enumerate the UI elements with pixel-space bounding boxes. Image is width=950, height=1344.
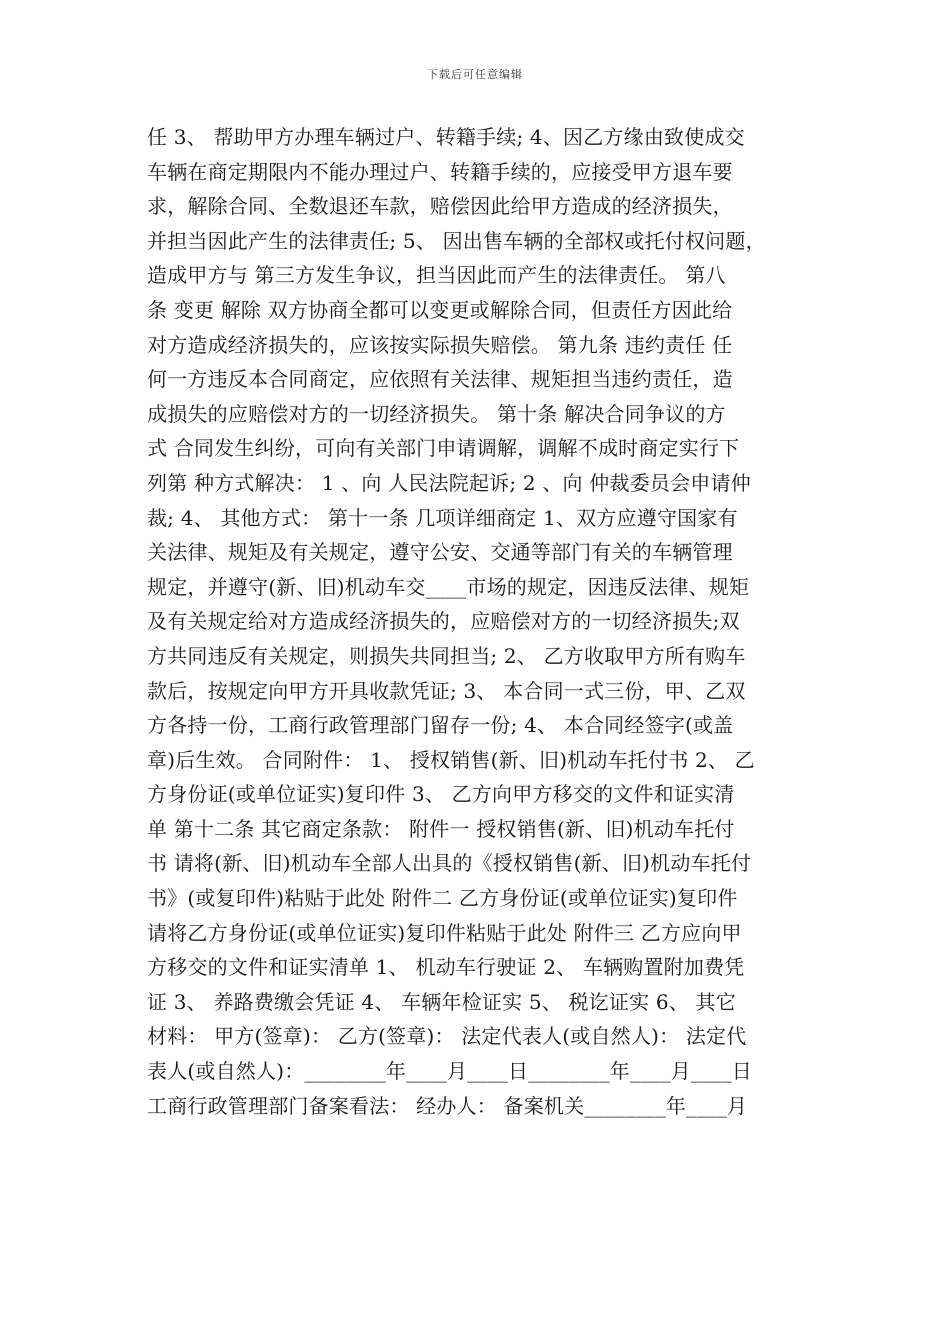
- text-line: 方移交的文件和证实清单 1、 机动车行驶证 2、 车辆购置附加费凭: [147, 955, 745, 980]
- text-line: 材料： 甲方(签章)： 乙方(签章)： 法定代表人(或自然人)： 法定代: [147, 1024, 747, 1049]
- text-line: 及有关规定给对方造成经济损失的，应赔偿对方的一切经济损失;双: [147, 609, 740, 634]
- text-line: 规定，并遵守(新、旧)机动车交____市场的规定，因违反法律、规矩: [147, 574, 750, 599]
- text-line: 造成甲方与 第三方发生争议，担当因此而产生的法律责任。 第八: [147, 263, 726, 288]
- text-line: 何一方违反本合同商定，应依照有关法律、规矩担当违约责任，造: [147, 367, 733, 392]
- text-line: 表人(或自然人)：________年____月____日________年____月____日: [147, 1059, 753, 1084]
- text-line: 方各持一份，工商行政管理部门留存一份; 4、 本合同经签字(或盖: [147, 713, 734, 738]
- text-line: 裁; 4、 其他方式： 第十一条 几项详细商定 1、双方应遵守国家有: [147, 505, 738, 530]
- text-line: 对方造成经济损失的，应该按实际损失赔偿。 第九条 违约责任 任: [147, 332, 733, 357]
- text-line: 关法律、规矩及有关规定，遵守公安、交通等部门有关的车辆管理: [147, 540, 733, 565]
- text-line: 方共同违反有关规定，则损失共同担当; 2、 乙方收取甲方所有购车: [147, 643, 746, 668]
- text-line: 式 合同发生纠纷，可向有关部门申请调解，调解不成时商定实行下: [147, 436, 740, 461]
- text-line: 任 3、 帮助甲方办理车辆过户、转籍手续; 4、因乙方缘由致使成交: [147, 125, 745, 149]
- text-line: 列第 种方式解决： 1 、向 人民法院起诉; 2 、向 仲裁委员会申请仲: [147, 470, 751, 495]
- text-line: 款后，按规定向甲方开具收款凭证; 3、 本合同一式三份，甲、乙双: [147, 678, 746, 703]
- text-line: 请将乙方身份证(或单位证实)复印件粘贴于此处 附件三 乙方应向甲: [147, 920, 742, 945]
- text-line: 证 3、 养路费缴会凭证 4、 车辆年检证实 5、 税讫证实 6、 其它: [147, 989, 736, 1014]
- text-line: 求，解除合同、全数退还车款，赔偿因此给甲方造成的经济损失，: [147, 194, 733, 219]
- text-line: 并担当因此产生的法律责任; 5、 因出售车辆的全部权或托付权问题，: [147, 228, 766, 253]
- text-line: 车辆在商定期限内不能办理过户、转籍手续的，应接受甲方退车要: [147, 159, 733, 184]
- text-line: 单 第十二条 其它商定条款： 附件一 授权销售(新、旧)机动车托付: [147, 816, 735, 841]
- contract-body: [147, 120, 827, 1123]
- text-line: 书》(或复印件)粘贴于此处 附件二 乙方身份证(或单位证实)复印件: [147, 886, 738, 911]
- text-line: 条 变更 解除 双方协商全都可以变更或解除合同，但责任方因此给: [147, 297, 733, 322]
- text-line: 方身份证(或单位证实)复印件 3、 乙方向甲方移交的文件和证实清: [147, 782, 735, 807]
- page-header-note: 下载后可任意编辑: [427, 68, 523, 81]
- text-line: 工商行政管理部门备案看法： 经办人： 备案机关________年____月: [147, 1093, 748, 1118]
- text-line: 章)后生效。 合同附件： 1、 授权销售(新、旧)机动车托付书 2、 乙: [147, 747, 755, 772]
- text-line: 书 请将(新、旧)机动车全部人出具的《授权销售(新、旧)机动车托付: [147, 851, 752, 876]
- text-line: 成损失的应赔偿对方的一切经济损失。 第十条 解决合同争议的方: [147, 401, 726, 426]
